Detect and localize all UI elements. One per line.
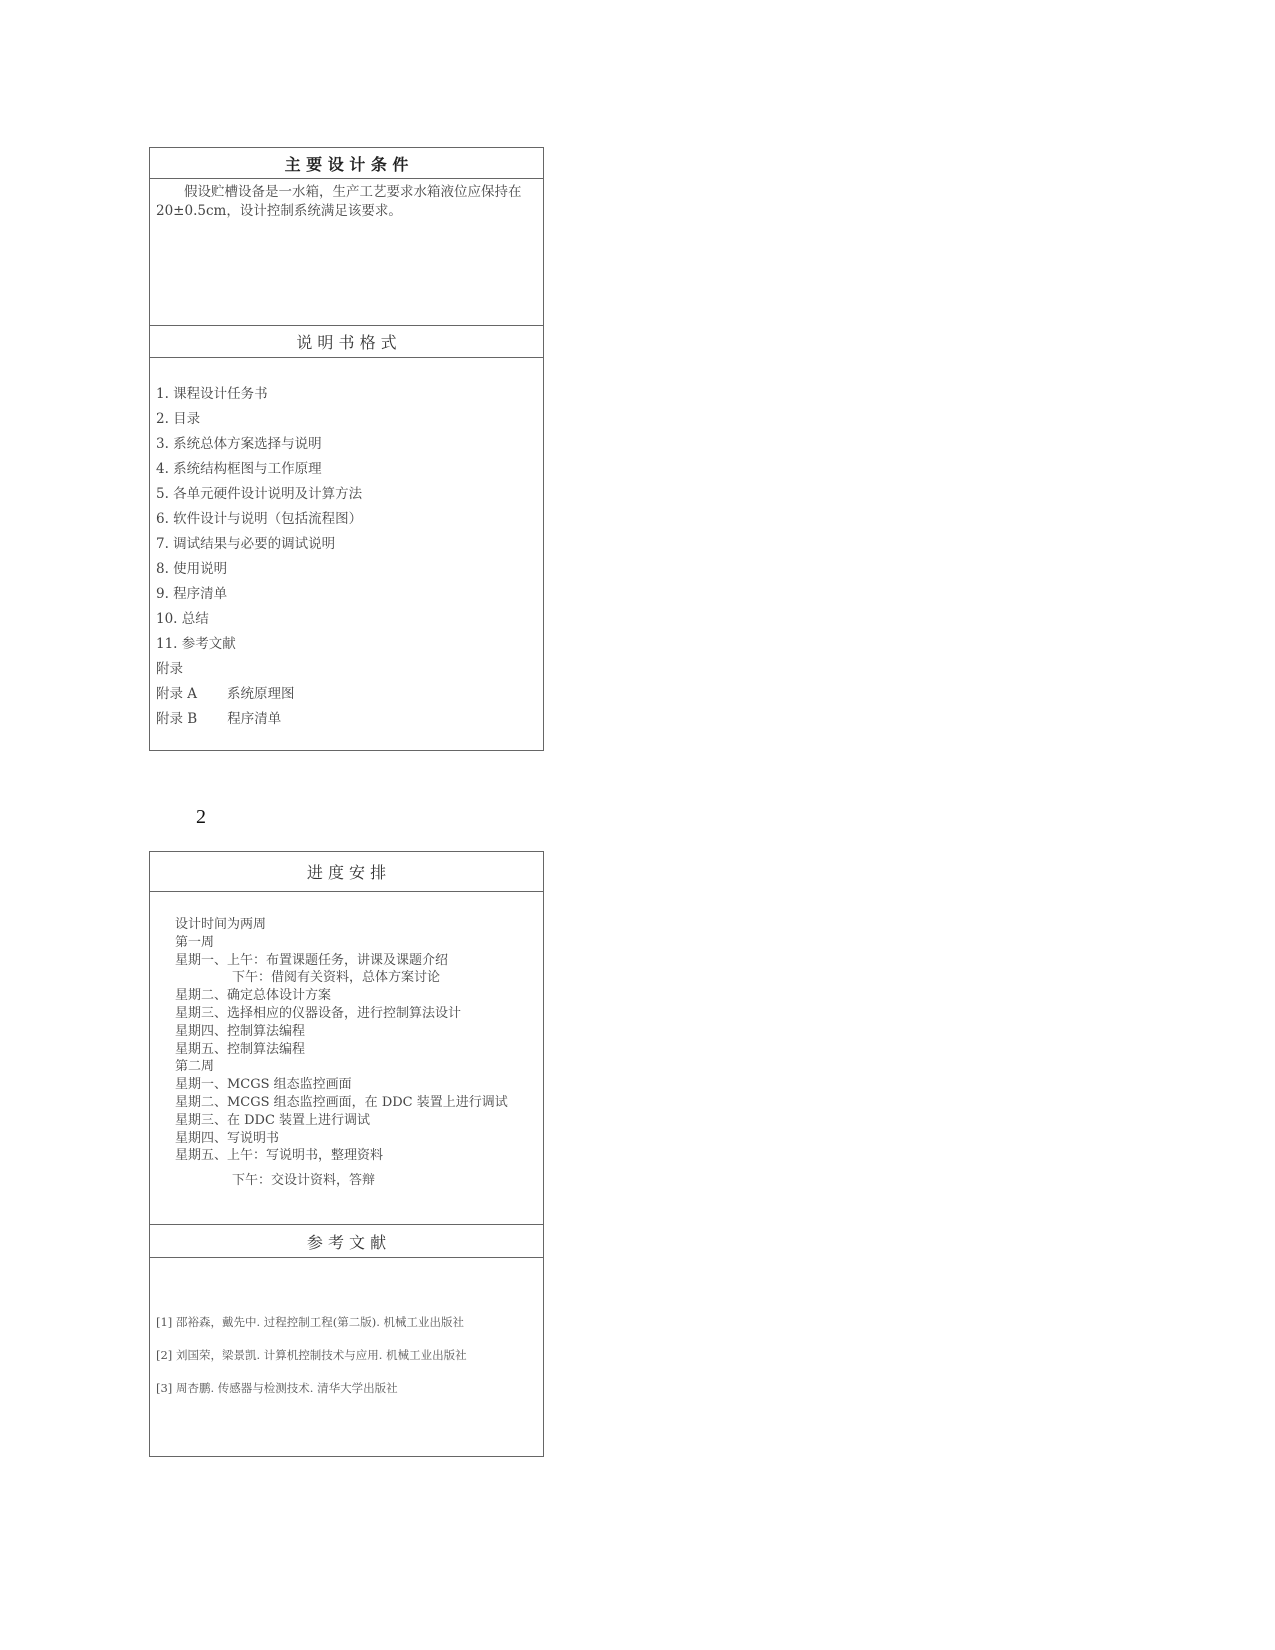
schedule-title: 进 度 安 排: [150, 852, 543, 892]
list-item: 9. 程序清单: [156, 586, 228, 602]
manual-format-list: [156, 382, 362, 732]
schedule-line: 星期四、控制算法编程: [175, 1023, 306, 1039]
list-item: 6. 软件设计与说明（包括流程图）: [156, 511, 363, 527]
appendix-text: 系统原理图: [227, 686, 295, 702]
list-item: 附录: [156, 661, 183, 677]
appendix-label: 附录 A: [156, 686, 198, 702]
schedule-line: 下午：交设计资料，答辩: [232, 1173, 376, 1189]
task-table-2: [149, 851, 544, 1457]
references-title: 参 考 文 献: [150, 1224, 543, 1258]
schedule-line: 星期二、确定总体设计方案: [175, 988, 332, 1004]
references-list: [156, 1306, 467, 1405]
manual-format-body: [150, 358, 543, 750]
schedule-line: 星期一、上午：布置课题任务，讲课及课题介绍: [175, 952, 449, 968]
schedule-line: 星期一、MCGS 组态监控画面: [175, 1077, 352, 1093]
list-item: 10. 总结: [156, 611, 209, 627]
schedule-line: 星期五、上午：写说明书，整理资料: [175, 1148, 384, 1164]
list-item: 11. 参考文献: [156, 636, 236, 652]
list-item: 2. 目录: [156, 411, 201, 427]
design-conditions-body: [150, 179, 543, 325]
list-item: 5. 各单元硬件设计说明及计算方法: [156, 486, 363, 502]
schedule-body: [150, 892, 543, 1224]
references-body: [150, 1258, 543, 1456]
list-item: 3. 系统总体方案选择与说明: [156, 436, 322, 452]
list-item: 7. 调试结果与必要的调试说明: [156, 536, 336, 552]
appendix-text: 程序清单: [227, 711, 282, 727]
schedule-line: 星期四、写说明书: [175, 1130, 280, 1146]
list-item: 8. 使用说明: [156, 561, 228, 577]
reference-item: [1] 邵裕森，戴先中. 过程控制工程(第二版). 机械工业出版社: [156, 1315, 465, 1329]
design-conditions-paragraph: 假设贮槽设备是一水箱，生产工艺要求水箱液位应保持在20±0.5cm，设计控制系统满足该要求。: [156, 184, 522, 219]
schedule-line: 第一周: [175, 934, 215, 950]
schedule-list: [175, 916, 508, 1190]
design-conditions-title: 主 要 设 计 条 件: [150, 148, 543, 179]
reference-item: [2] 刘国荣，梁景凯. 计算机控制技术与应用. 机械工业出版社: [156, 1348, 467, 1362]
list-item: 1. 课程设计任务书: [156, 386, 268, 402]
schedule-line: 星期五、控制算法编程: [175, 1041, 306, 1057]
reference-item: [3] 周杏鹏. 传感器与检测技术. 清华大学出版社: [156, 1381, 398, 1395]
schedule-line: 星期三、选择相应的仪器设备，进行控制算法设计: [175, 1005, 462, 1021]
design-conditions-text: [150, 179, 543, 221]
page-number: 2: [196, 806, 206, 828]
appendix-label: 附录 B: [156, 711, 198, 727]
manual-format-title: 说 明 书 格 式: [150, 325, 543, 358]
schedule-line: 设计时间为两周: [175, 917, 267, 932]
schedule-line: 星期三、在 DDC 装置上进行调试: [175, 1112, 371, 1128]
appendix-item: [156, 682, 362, 707]
schedule-line: 下午：借阅有关资料，总体方案讨论: [232, 970, 441, 986]
appendix-item: [156, 707, 362, 732]
task-table-1: [149, 147, 544, 751]
schedule-line: 第二周: [175, 1059, 215, 1075]
schedule-line: 星期二、MCGS 组态监控画面，在 DDC 装置上进行调试: [175, 1094, 508, 1110]
list-item: 4. 系统结构框图与工作原理: [156, 461, 322, 477]
